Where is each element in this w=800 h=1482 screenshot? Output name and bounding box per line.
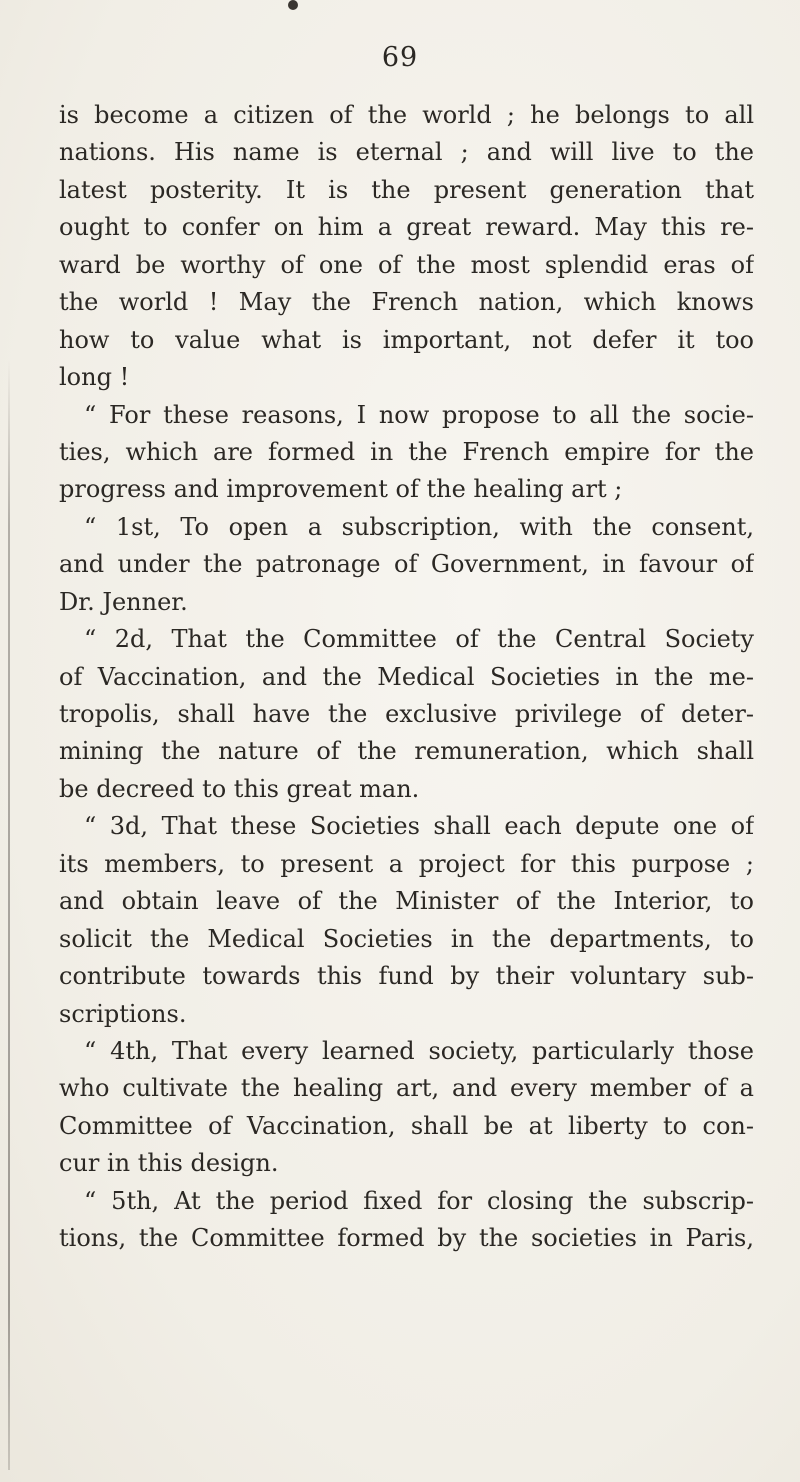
text-line: Dr. Jenner. bbox=[59, 587, 188, 616]
text-line: “ 5th, At the period fixed for closing the subscrip- bbox=[84, 1186, 754, 1215]
text-line: “ 3d, That these Societies shall each depute one of bbox=[84, 812, 754, 841]
text-line: “ 2d, That the Committee of the Central Society bbox=[84, 625, 754, 654]
text-line: be decreed to this great man. bbox=[59, 774, 420, 803]
text-line: how to value what is important, not defer it too bbox=[59, 325, 754, 354]
text-line: mining the nature of the remuneration, which shall bbox=[59, 737, 754, 766]
text-line: “ 1st, To open a subscription, with the consent, bbox=[84, 512, 754, 541]
text-line: and obtain leave of the Minister of the Interior, to bbox=[59, 887, 754, 916]
text-line: tropolis, shall have the exclusive privilege of deter- bbox=[59, 700, 754, 728]
body-text bbox=[59, 97, 754, 1258]
text-line: ties, which are formed in the French empire for the bbox=[59, 437, 754, 466]
text-line: progress and improvement of the healing art ; bbox=[59, 475, 623, 504]
text-line: Committee of Vaccination, shall be at liberty to con- bbox=[59, 1111, 754, 1140]
text-line: is become a citizen of the world ; he belongs to all bbox=[59, 101, 754, 129]
text-line: scriptions. bbox=[59, 999, 187, 1028]
ink-speck bbox=[288, 0, 298, 10]
text-line: latest posterity. It is the present generation that bbox=[59, 175, 754, 204]
text-line: long ! bbox=[59, 363, 130, 392]
text-line: of Vaccination, and the Medical Societies in the me- bbox=[59, 662, 754, 691]
text-line: and under the patronage of Government, in favour of bbox=[59, 550, 754, 579]
page-number: 69 bbox=[381, 42, 419, 73]
text-line: ought to confer on him a great reward. May this re- bbox=[59, 213, 754, 242]
text-line: solicit the Medical Societies in the departments, to bbox=[59, 924, 754, 953]
text-line: the world ! May the French nation, which knows bbox=[59, 288, 754, 317]
text-line: “ For these reasons, I now propose to all the socie- bbox=[84, 400, 754, 429]
text-line: cur in this design. bbox=[59, 1149, 279, 1178]
text-line: its members, to present a project for this purpose ; bbox=[59, 849, 754, 878]
page-gutter-edge bbox=[8, 360, 10, 1470]
text-line: who cultivate the healing art, and every member of a bbox=[59, 1074, 754, 1103]
text-line: ward be worthy of one of the most splendid eras of bbox=[59, 250, 754, 279]
text-line: contribute towards this fund by their voluntary sub- bbox=[59, 962, 754, 991]
text-line: “ 4th, That every learned society, particularly those bbox=[84, 1036, 754, 1065]
text-line: nations. His name is eternal ; and will live to the bbox=[59, 138, 754, 167]
text-line: tions, the Committee formed by the societies in Paris, bbox=[59, 1224, 754, 1253]
